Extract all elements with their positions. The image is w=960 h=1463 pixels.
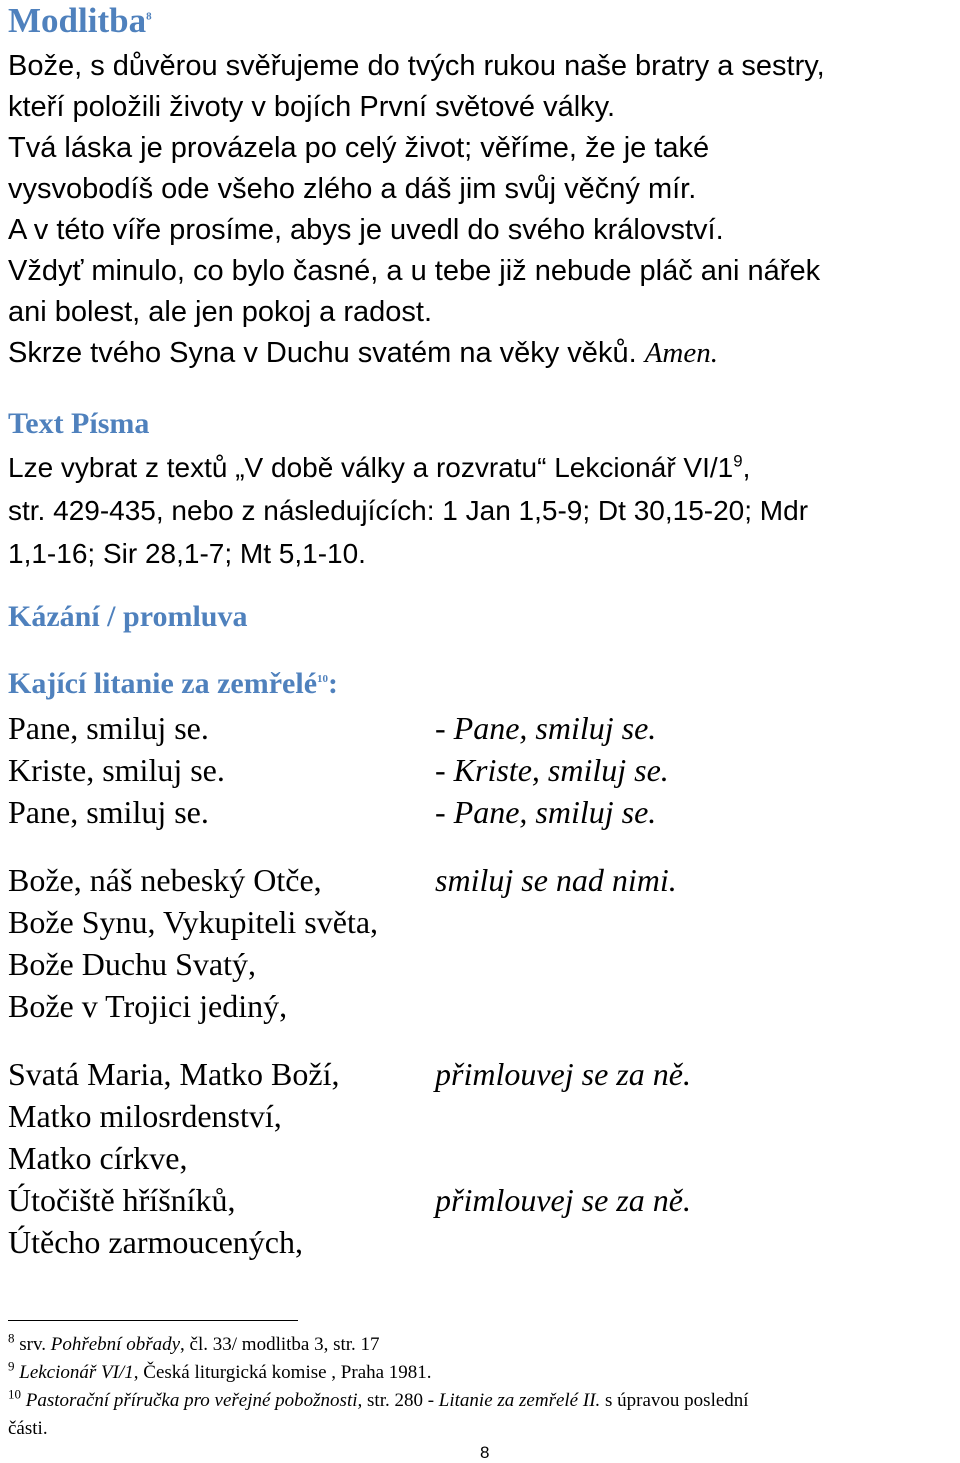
prayer-line: ani bolest, ale jen pokoj a radost.	[8, 296, 432, 328]
litany-call: Pane, smiluj se.	[8, 710, 209, 746]
footnote-text: str. 280 -	[362, 1390, 439, 1411]
prayer-closing: Skrze tvého Syna v Duchu svatém na věky věků.	[8, 337, 637, 369]
litany-call: Svatá Maria, Matko Boží,	[8, 1056, 340, 1092]
footnote-10	[8, 1386, 749, 1412]
footnote-8	[8, 1330, 380, 1356]
lection-line: str. 429-435, nebo z následujících: 1 Jan 1,5-9; Dt 30,15-20; Mdr	[8, 495, 809, 526]
heading-litanie	[8, 664, 338, 704]
footnote-ref-9: 9	[733, 451, 743, 471]
litany-response: přimlouvej se za ně.	[435, 1182, 691, 1218]
footnote-ref-8: 8	[146, 10, 152, 23]
prayer-paragraph	[8, 46, 958, 374]
prayer-line-last	[8, 333, 958, 374]
heading-modlitba-text: Modlitba	[8, 1, 147, 40]
footnote-text: s úpravou poslední	[600, 1390, 749, 1411]
lection-line	[8, 446, 960, 489]
prayer-line: Vždyť minulo, co bylo časné, a u tebe již nebude pláč ani nářek	[8, 255, 821, 287]
lection-line: 1,1-16; Sir 28,1-7; Mt 5,1-10.	[8, 538, 366, 569]
litany-call: Matko církve,	[8, 1140, 188, 1176]
amen: Amen.	[644, 337, 718, 369]
footnote-separator	[8, 1320, 298, 1321]
lection-paragraph	[8, 446, 960, 575]
litany-response: smiluj se nad nimi.	[435, 862, 677, 898]
footnote-title: Litanie za zemřelé II.	[438, 1390, 601, 1411]
litany-response: přimlouvej se za ně.	[435, 1056, 691, 1092]
litany-call: Matko milosrdenství,	[8, 1098, 282, 1134]
litany-response: - Pane, smiluj se.	[435, 710, 657, 746]
heading-text-pisma: Text Písma	[8, 407, 150, 440]
footnote-text: , Česká liturgická komise , Praha 1981.	[133, 1362, 432, 1383]
footnote-ref-10: 10	[317, 673, 329, 685]
footnote-number: 8	[8, 1330, 15, 1346]
litany-call: Bože, náš nebeský Otče,	[8, 862, 322, 898]
footnote-9	[8, 1358, 432, 1384]
litany-call: Útočiště hříšníků,	[8, 1182, 236, 1218]
footnote-text: srv.	[19, 1334, 51, 1355]
lection-comma: ,	[742, 452, 751, 483]
footnote-text: , čl. 33/ modlitba 3, str. 17	[180, 1334, 380, 1355]
prayer-line: kteří položili životy v bojích První světové války.	[8, 91, 616, 123]
prayer-line: vysvobodíš ode všeho zlého a dáš jim svůj věčný mír.	[8, 173, 697, 205]
footnote-title: Lekcionář VI/1	[19, 1362, 134, 1383]
footnote-number: 10	[8, 1386, 21, 1402]
footnote-title: Pohřební obřady	[50, 1334, 181, 1355]
litany-response: - Pane, smiluj se.	[435, 794, 657, 830]
heading-kazani: Kázání / promluva	[8, 600, 248, 633]
footnote-title: Pastorační příručka pro veřejné pobožnosti,	[25, 1390, 363, 1411]
prayer-line: Tvá láska je provázela po celý život; věříme, že je také	[8, 132, 710, 164]
litany-call: Bože v Trojici jediný,	[8, 988, 288, 1024]
litany-call: Pane, smiluj se.	[8, 794, 209, 830]
litany-response: - Kriste, smiluj se.	[435, 752, 669, 788]
heading-modlitba	[8, 0, 152, 42]
page-number: 8	[480, 1443, 490, 1462]
heading-litanie-text: Kající litanie za zemřelé	[8, 667, 318, 700]
prayer-line: Bože, s důvěrou svěřujeme do tvých rukou naše bratry a sestry,	[8, 50, 825, 82]
lection-line-text: Lze vybrat z textů „V době války a rozvratu“ Lekcionář VI/1	[8, 452, 734, 483]
litany-call: Kriste, smiluj se.	[8, 752, 225, 788]
heading-litanie-colon: :	[328, 667, 339, 700]
litany-call: Útěcho zarmoucených,	[8, 1224, 303, 1260]
footnote-number: 9	[8, 1358, 15, 1374]
litany-call: Bože Synu, Vykupiteli světa,	[8, 904, 379, 940]
footnote-10-continued: části.	[8, 1418, 48, 1439]
prayer-line: A v této víře prosíme, abys je uvedl do svého království.	[8, 214, 724, 246]
litany-call: Bože Duchu Svatý,	[8, 946, 256, 982]
